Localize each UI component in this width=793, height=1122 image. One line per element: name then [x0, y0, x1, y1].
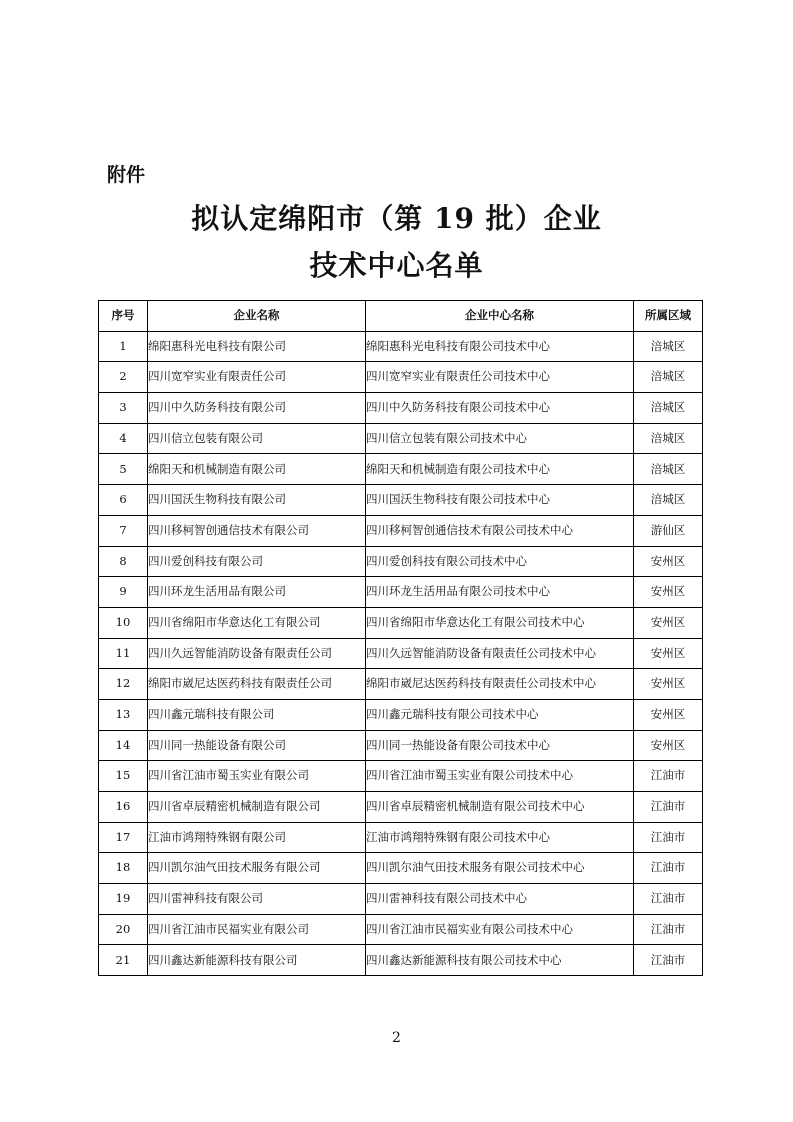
row-number: 13 [99, 699, 148, 730]
row-number: 11 [99, 638, 148, 669]
center-name: 四川鑫达新能源科技有限公司技术中心 [366, 945, 634, 976]
area-name: 涪城区 [634, 362, 703, 393]
table-row [99, 423, 703, 454]
enterprise-name: 四川移柯智创通信技术有限公司 [148, 515, 366, 546]
row-number: 8 [99, 546, 148, 577]
row-number: 18 [99, 853, 148, 884]
header-no: 序号 [99, 301, 148, 332]
center-name: 四川鑫元瑞科技有限公司技术中心 [366, 699, 634, 730]
header-enterprise-name: 企业名称 [148, 301, 366, 332]
header-center-name: 企业中心名称 [366, 301, 634, 332]
area-name: 江油市 [634, 822, 703, 853]
row-number: 15 [99, 761, 148, 792]
enterprise-name: 绵阳市崴尼达医药科技有限责任公司 [148, 669, 366, 700]
area-name: 安州区 [634, 638, 703, 669]
row-number: 4 [99, 423, 148, 454]
table-row [99, 761, 703, 792]
area-name: 安州区 [634, 577, 703, 608]
row-number: 6 [99, 485, 148, 516]
enterprise-list-table [98, 300, 703, 976]
center-name: 绵阳天和机械制造有限公司技术中心 [366, 454, 634, 485]
enterprise-name: 四川省绵阳市华意达化工有限公司 [148, 607, 366, 638]
table-row [99, 730, 703, 761]
attachment-label: 附件 [107, 164, 146, 186]
area-name: 江油市 [634, 945, 703, 976]
enterprise-name: 四川信立包装有限公司 [148, 423, 366, 454]
row-number: 12 [99, 669, 148, 700]
area-name: 江油市 [634, 792, 703, 823]
enterprise-name: 四川国沃生物科技有限公司 [148, 485, 366, 516]
row-number: 9 [99, 577, 148, 608]
enterprise-name: 四川省卓辰精密机械制造有限公司 [148, 792, 366, 823]
enterprise-name: 绵阳天和机械制造有限公司 [148, 454, 366, 485]
area-name: 游仙区 [634, 515, 703, 546]
area-name: 涪城区 [634, 423, 703, 454]
row-number: 17 [99, 822, 148, 853]
enterprise-name: 江油市鸿翔特殊钢有限公司 [148, 822, 366, 853]
table-row [99, 454, 703, 485]
center-name: 四川同一热能设备有限公司技术中心 [366, 730, 634, 761]
area-name: 安州区 [634, 607, 703, 638]
enterprise-name: 四川省江油市民福实业有限公司 [148, 914, 366, 945]
center-name: 四川雷神科技有限公司技术中心 [366, 884, 634, 915]
center-name: 四川久远智能消防设备有限责任公司技术中心 [366, 638, 634, 669]
center-name: 四川国沃生物科技有限公司技术中心 [366, 485, 634, 516]
center-name: 四川凯尔油气田技术服务有限公司技术中心 [366, 853, 634, 884]
enterprise-name: 四川凯尔油气田技术服务有限公司 [148, 853, 366, 884]
center-name: 四川移柯智创通信技术有限公司技术中心 [366, 515, 634, 546]
center-name: 四川省江油市蜀玉实业有限公司技术中心 [366, 761, 634, 792]
center-name: 四川宽窄实业有限责任公司技术中心 [366, 362, 634, 393]
header-area: 所属区域 [634, 301, 703, 332]
center-name: 四川省卓辰精密机械制造有限公司技术中心 [366, 792, 634, 823]
row-number: 16 [99, 792, 148, 823]
table-row [99, 577, 703, 608]
row-number: 19 [99, 884, 148, 915]
row-number: 21 [99, 945, 148, 976]
center-name: 四川中久防务科技有限公司技术中心 [366, 393, 634, 424]
enterprise-name: 四川雷神科技有限公司 [148, 884, 366, 915]
row-number: 7 [99, 515, 148, 546]
table-row [99, 822, 703, 853]
center-name: 江油市鸿翔特殊钢有限公司技术中心 [366, 822, 634, 853]
area-name: 江油市 [634, 761, 703, 792]
row-number: 20 [99, 914, 148, 945]
table-row [99, 884, 703, 915]
table-row [99, 945, 703, 976]
enterprise-name: 四川中久防务科技有限公司 [148, 393, 366, 424]
enterprise-name: 四川环龙生活用品有限公司 [148, 577, 366, 608]
center-name: 四川爱创科技有限公司技术中心 [366, 546, 634, 577]
row-number: 3 [99, 393, 148, 424]
enterprise-name: 四川宽窄实业有限责任公司 [148, 362, 366, 393]
area-name: 江油市 [634, 914, 703, 945]
center-name: 绵阳市崴尼达医药科技有限责任公司技术中心 [366, 669, 634, 700]
table-row [99, 853, 703, 884]
enterprise-name: 四川久远智能消防设备有限责任公司 [148, 638, 366, 669]
area-name: 涪城区 [634, 331, 703, 362]
enterprise-name: 四川爱创科技有限公司 [148, 546, 366, 577]
row-number: 10 [99, 607, 148, 638]
center-name: 四川省绵阳市华意达化工有限公司技术中心 [366, 607, 634, 638]
area-name: 涪城区 [634, 393, 703, 424]
enterprise-name: 四川鑫达新能源科技有限公司 [148, 945, 366, 976]
table-row [99, 792, 703, 823]
table-header-row [99, 301, 703, 332]
row-number: 2 [99, 362, 148, 393]
area-name: 安州区 [634, 669, 703, 700]
document-title-line1: 拟认定绵阳市（第 19 批）企业 [191, 202, 602, 235]
table-row [99, 638, 703, 669]
area-name: 安州区 [634, 546, 703, 577]
table-row [99, 485, 703, 516]
document-title-line2: 技术中心名单 [309, 249, 484, 282]
row-number: 5 [99, 454, 148, 485]
center-name: 四川环龙生活用品有限公司技术中心 [366, 577, 634, 608]
enterprise-name: 四川省江油市蜀玉实业有限公司 [148, 761, 366, 792]
center-name: 四川信立包装有限公司技术中心 [366, 423, 634, 454]
enterprise-name: 四川同一热能设备有限公司 [148, 730, 366, 761]
center-name: 绵阳惠科光电科技有限公司技术中心 [366, 331, 634, 362]
page-number: 2 [392, 1030, 401, 1046]
area-name: 安州区 [634, 699, 703, 730]
table-row [99, 331, 703, 362]
table-row [99, 699, 703, 730]
area-name: 涪城区 [634, 485, 703, 516]
table-row [99, 362, 703, 393]
table-row [99, 546, 703, 577]
area-name: 安州区 [634, 730, 703, 761]
center-name: 四川省江油市民福实业有限公司技术中心 [366, 914, 634, 945]
row-number: 1 [99, 331, 148, 362]
area-name: 涪城区 [634, 454, 703, 485]
enterprise-name: 四川鑫元瑞科技有限公司 [148, 699, 366, 730]
row-number: 14 [99, 730, 148, 761]
table-row [99, 914, 703, 945]
enterprise-name: 绵阳惠科光电科技有限公司 [148, 331, 366, 362]
table-row [99, 515, 703, 546]
table-row [99, 607, 703, 638]
area-name: 江油市 [634, 853, 703, 884]
area-name: 江油市 [634, 884, 703, 915]
table-row [99, 393, 703, 424]
table-row [99, 669, 703, 700]
